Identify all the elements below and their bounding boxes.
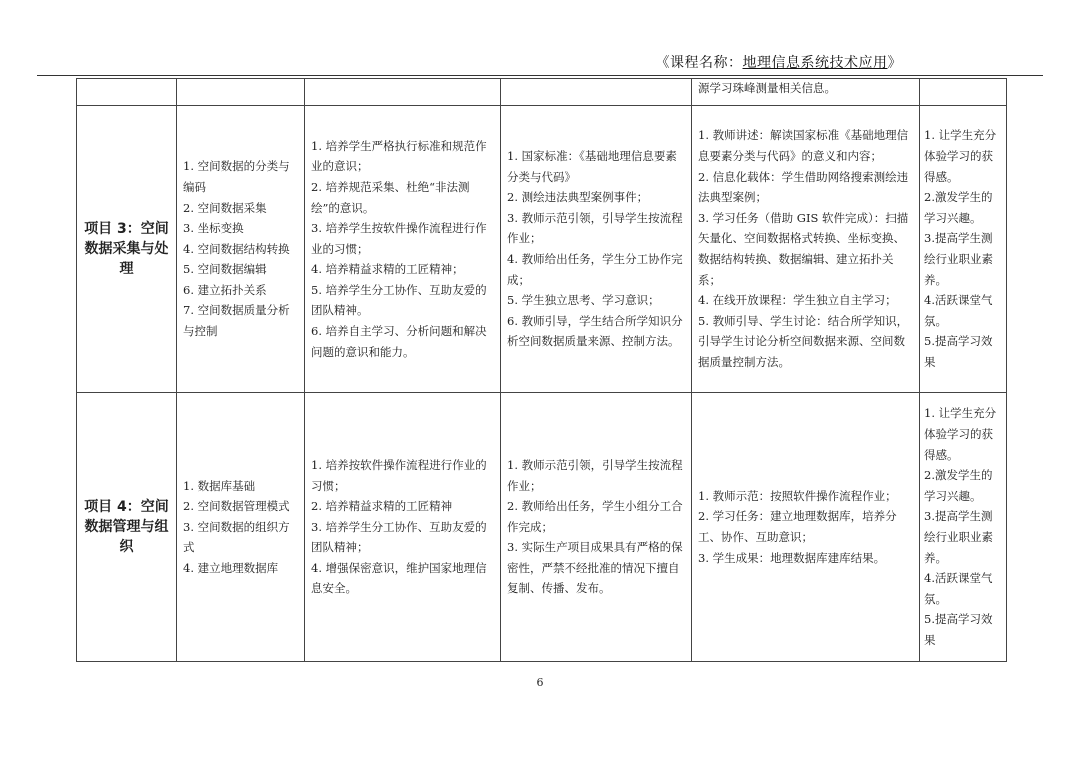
cell-effects bbox=[920, 106, 1007, 393]
text-line: 4. 建立地理数据库 bbox=[183, 560, 279, 575]
text-line: 3. 培养学生分工协作、互助友爱的团队精神； bbox=[311, 519, 487, 555]
text-line: 3. 坐标变换 bbox=[183, 221, 244, 236]
text-line: 5.提高学习效果 bbox=[924, 334, 993, 369]
text-line: 2. 培养精益求精的工匠精神 bbox=[311, 499, 453, 514]
text-line: 4. 空间数据结构转换 bbox=[183, 241, 290, 256]
cell-effects bbox=[920, 79, 1007, 106]
text-line: 源学习珠峰测量相关信息。 bbox=[698, 81, 836, 95]
text-line: 1. 教师示范引领，引导学生按流程作业； bbox=[507, 457, 683, 493]
text-line: 2.激发学生的学习兴趣。 bbox=[924, 468, 993, 503]
text-line: 4. 在线开放课程：学生独立自主学习； bbox=[698, 293, 897, 308]
text-line: 3. 学生成果：地理数据库建库结果。 bbox=[698, 550, 886, 565]
text-line: 1. 空间数据的分类与编码 bbox=[183, 159, 290, 194]
text-line: 1. 让学生充分体验学习的获得感。 bbox=[924, 406, 997, 462]
cell-elements bbox=[501, 79, 692, 106]
table-row-project-4 bbox=[77, 393, 1007, 662]
course-plan-table bbox=[76, 78, 1007, 662]
cell-methods bbox=[692, 393, 920, 662]
table-row-continuation bbox=[77, 79, 1007, 106]
text-line: 2. 信息化载体：学生借助网络搜索测绘违法典型案例； bbox=[698, 169, 909, 205]
cell-project bbox=[77, 79, 177, 106]
text-line: 4. 培养精益求精的工匠精神； bbox=[311, 262, 464, 277]
text-line: 2. 空间数据采集 bbox=[183, 200, 267, 215]
text-line: 3. 实际生产项目成果具有严格的保密性，严禁不经批准的情况下擅自复制、传播、发布。 bbox=[507, 540, 683, 596]
text-line: 3.提高学生测绘行业职业素养。 bbox=[924, 509, 993, 565]
text-line: 1. 教师讲述：解读国家标准《基础地理信息要素分类与代码》的意义和内容； bbox=[698, 128, 909, 164]
text-line: 6. 建立拓扑关系 bbox=[183, 282, 267, 297]
text-line: 3. 培养学生按软件操作流程进行作业的习惯； bbox=[311, 221, 487, 256]
cell-knowledge bbox=[177, 79, 305, 106]
cell-methods bbox=[692, 79, 920, 106]
text-line: 2.激发学生的学习兴趣。 bbox=[924, 190, 993, 225]
cell-methods bbox=[692, 106, 920, 393]
cell-knowledge bbox=[177, 393, 305, 662]
cell-effects bbox=[920, 393, 1007, 662]
course-title: 地理信息系统技术应用 bbox=[742, 55, 888, 71]
text-line: 5. 培养学生分工协作、互助友爱的团队精神。 bbox=[311, 282, 487, 318]
text-line: 5.提高学习效果 bbox=[924, 612, 993, 647]
cell-goals bbox=[305, 106, 501, 393]
course-title-prefix: 《课程名称： bbox=[655, 55, 743, 71]
text-line: 2. 测绘违法典型案例事件； bbox=[507, 190, 649, 205]
text-line: 3. 空间数据的组织方式 bbox=[183, 519, 290, 555]
course-title-suffix: 》 bbox=[887, 55, 902, 71]
text-line: 3. 教师示范引领，引导学生按流程作业； bbox=[507, 210, 683, 246]
text-line: 1. 数据库基础 bbox=[183, 478, 256, 493]
text-line: 6. 教师引导，学生结合所学知识分析空间数据质量来源、控制方法。 bbox=[507, 313, 683, 349]
cell-goals bbox=[305, 393, 501, 662]
text-line: 5. 教师引导、学生讨论：结合所学知识，引导学生讨论分析空间数据来源、空间数据质量控制方法。 bbox=[698, 313, 909, 369]
cell-elements bbox=[501, 106, 692, 393]
text-line: 4. 增强保密意识，维护国家地理信息安全。 bbox=[311, 560, 487, 596]
text-line: 5. 学生独立思考、学习意识； bbox=[507, 293, 660, 308]
text-line: 1. 教师示范：按照软件操作流程作业； bbox=[698, 488, 897, 503]
cell-elements bbox=[501, 393, 692, 662]
cell-project: 项目 3：空间数据采集与处理 bbox=[77, 106, 177, 393]
text-line: 3. 学习任务（借助 GIS 软件完成）：扫描矢量化、空间数据格式转换、坐标变换、数据结构转换、数据编辑、建立拓扑关系； bbox=[698, 210, 909, 287]
text-line: 1. 国家标准：《基础地理信息要素分类与代码》 bbox=[507, 149, 677, 184]
text-line: 2. 学习任务：建立地理数据库，培养分工、协作、互助意识； bbox=[698, 509, 897, 544]
page-header bbox=[656, 52, 903, 72]
text-line: 2. 教师给出任务，学生小组分工合作完成； bbox=[507, 499, 683, 534]
cell-knowledge bbox=[177, 106, 305, 393]
cell-goals bbox=[305, 79, 501, 106]
text-line: 1. 培养学生严格执行标准和规范作业的意识； bbox=[311, 138, 487, 174]
text-line: 4. 教师给出任务，学生分工协作完成； bbox=[507, 252, 683, 287]
text-line: 2. 空间数据管理模式 bbox=[183, 499, 290, 514]
text-line: 5. 空间数据编辑 bbox=[183, 262, 267, 277]
text-line: 6. 培养自主学习、分析问题和解决问题的意识和能力。 bbox=[311, 324, 487, 359]
text-line: 4.活跃课堂气氛。 bbox=[924, 293, 993, 328]
cell-project: 项目 4：空间数据管理与组织 bbox=[77, 393, 177, 662]
text-line: 1. 让学生充分体验学习的获得感。 bbox=[924, 128, 997, 184]
text-line: 4.活跃课堂气氛。 bbox=[924, 571, 993, 606]
table-row-project-3 bbox=[77, 106, 1007, 393]
header-rule bbox=[37, 75, 1043, 76]
text-line: 1. 培养按软件操作流程进行作业的习惯； bbox=[311, 457, 487, 493]
text-line: 2. 培养规范采集、杜绝“非法测绘”的意识。 bbox=[311, 179, 470, 215]
page-number: 6 bbox=[536, 676, 544, 689]
text-line: 3.提高学生测绘行业职业素养。 bbox=[924, 231, 993, 287]
text-line: 7. 空间数据质量分析与控制 bbox=[183, 303, 290, 339]
